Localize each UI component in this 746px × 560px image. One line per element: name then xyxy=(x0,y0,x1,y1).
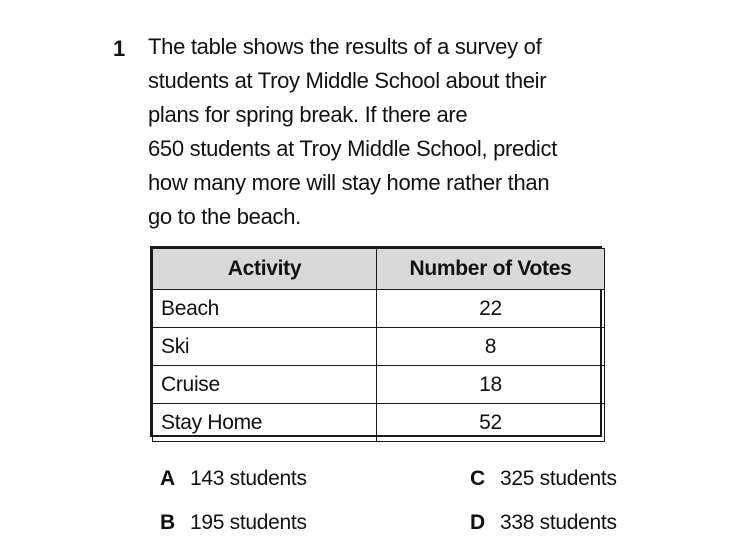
question-number: 1 xyxy=(113,36,126,61)
question-line: 650 students at Troy Middle School, predict xyxy=(148,136,557,161)
activity-cell: Cruise xyxy=(153,366,377,404)
choice-text: 338 students xyxy=(500,511,617,534)
choice-text: 143 students xyxy=(190,467,307,490)
header-activity: Activity xyxy=(153,249,377,290)
votes-cell: 18 xyxy=(377,366,605,404)
table-row xyxy=(153,290,605,328)
votes-cell: 52 xyxy=(377,404,605,442)
choice-text: 195 students xyxy=(190,511,307,534)
table-row xyxy=(153,366,605,404)
table-row xyxy=(153,328,605,366)
choice-text: 325 students xyxy=(500,467,617,490)
table-header-row xyxy=(153,249,605,290)
votes-cell: 8 xyxy=(377,328,605,366)
choice-letter: C xyxy=(470,467,485,490)
question-text xyxy=(148,30,648,234)
question-line: students at Troy Middle School about their xyxy=(148,68,547,93)
activity-cell: Beach xyxy=(153,290,377,328)
question-line: plans for spring break. If there are xyxy=(148,102,468,127)
question-line: how many more will stay home rather than xyxy=(148,170,550,195)
survey-table xyxy=(150,246,602,437)
votes-cell: 22 xyxy=(377,290,605,328)
activity-cell: Stay Home xyxy=(153,404,377,442)
choice-letter: A xyxy=(160,467,175,490)
answer-choice-c[interactable] xyxy=(470,464,617,494)
question-line: The table shows the results of a survey of xyxy=(148,34,542,59)
activity-cell: Ski xyxy=(153,328,377,366)
answer-choice-b[interactable] xyxy=(160,508,307,538)
choice-letter: B xyxy=(160,511,175,534)
question-line: go to the beach. xyxy=(148,204,301,229)
answer-choice-d[interactable] xyxy=(470,508,617,538)
table-row xyxy=(153,404,605,442)
choice-letter: D xyxy=(470,511,485,534)
header-number-of-votes: Number of Votes xyxy=(377,249,605,290)
answer-choice-a[interactable] xyxy=(160,464,307,494)
